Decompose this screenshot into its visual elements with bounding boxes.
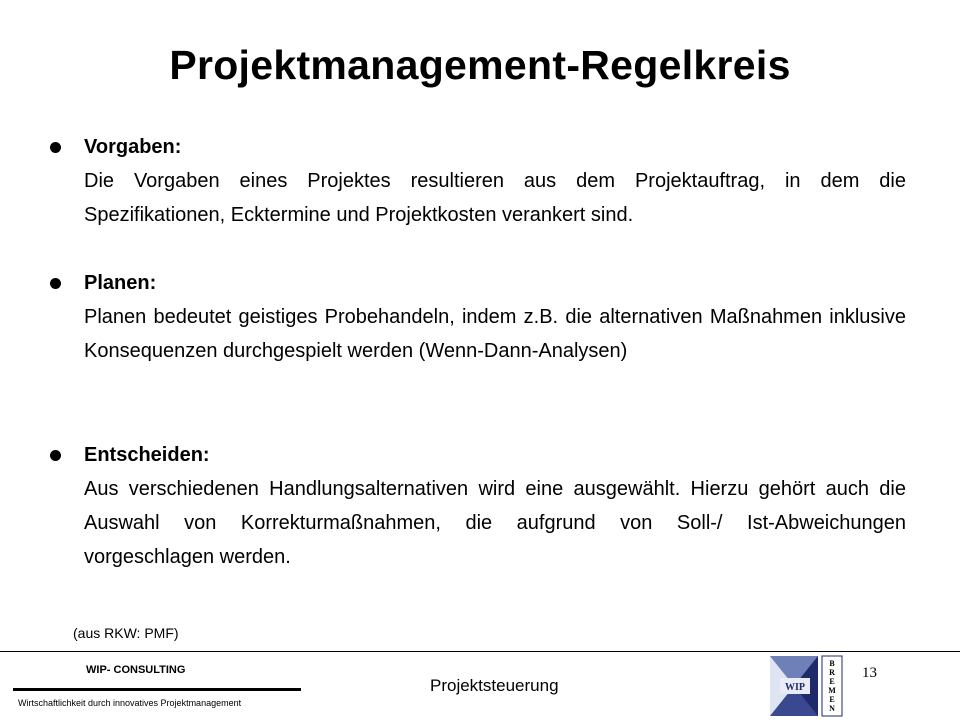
source-note: (aus RKW: PMF) bbox=[73, 625, 179, 641]
section-body bbox=[84, 130, 906, 232]
slide-title: Projektmanagement-Regelkreis bbox=[169, 42, 791, 88]
logo-letter: B bbox=[829, 659, 835, 668]
footer-rule bbox=[13, 688, 301, 691]
bullet-icon bbox=[50, 278, 61, 289]
page-number: 13 bbox=[862, 665, 877, 681]
section-heading: Entscheiden: bbox=[84, 444, 210, 466]
logo-letter: R bbox=[829, 668, 835, 677]
section-body bbox=[84, 438, 906, 574]
logo-letter: M bbox=[828, 686, 836, 695]
logo-text: WIP bbox=[785, 682, 805, 693]
logo-letter: E bbox=[829, 677, 835, 686]
section-text: Die Vorgaben eines Projektes resultieren aus dem Projektauftrag, in dem die Spezifikationen, Ecktermine und Projektkosten verankert sind. bbox=[84, 170, 906, 226]
section-heading: Vorgaben: bbox=[84, 136, 182, 158]
bullet-icon bbox=[50, 142, 61, 153]
footer-tagline: Wirtschaftlichkeit durch innovatives Projektmanagement bbox=[18, 698, 242, 708]
section-text: Aus verschiedenen Handlungsalternativen wird eine ausgewählt. Hierzu gehört auch die Auswahl von Korrekturmaßnahmen, die aufgrund von Soll-/ Ist-Abweichungen vorgeschlagen werden. bbox=[84, 478, 906, 568]
logo-letter: E bbox=[829, 695, 835, 704]
footer-divider bbox=[0, 651, 960, 652]
section-text: Planen bedeutet geistiges Probehandeln, indem z.B. die alternativen Maßnahmen inklusive Konsequenzen durchgespielt werden (Wenn-Dann-Analysen) bbox=[84, 306, 906, 362]
bullet-icon bbox=[50, 450, 61, 461]
footer-company: WIP- CONSULTING bbox=[86, 664, 186, 676]
logo-letter: N bbox=[829, 704, 835, 713]
footer-center-label: Projektsteuerung bbox=[430, 676, 559, 695]
section-heading: Planen: bbox=[84, 272, 157, 294]
wip-bremen-logo-icon bbox=[766, 654, 852, 718]
section-body bbox=[84, 266, 906, 368]
